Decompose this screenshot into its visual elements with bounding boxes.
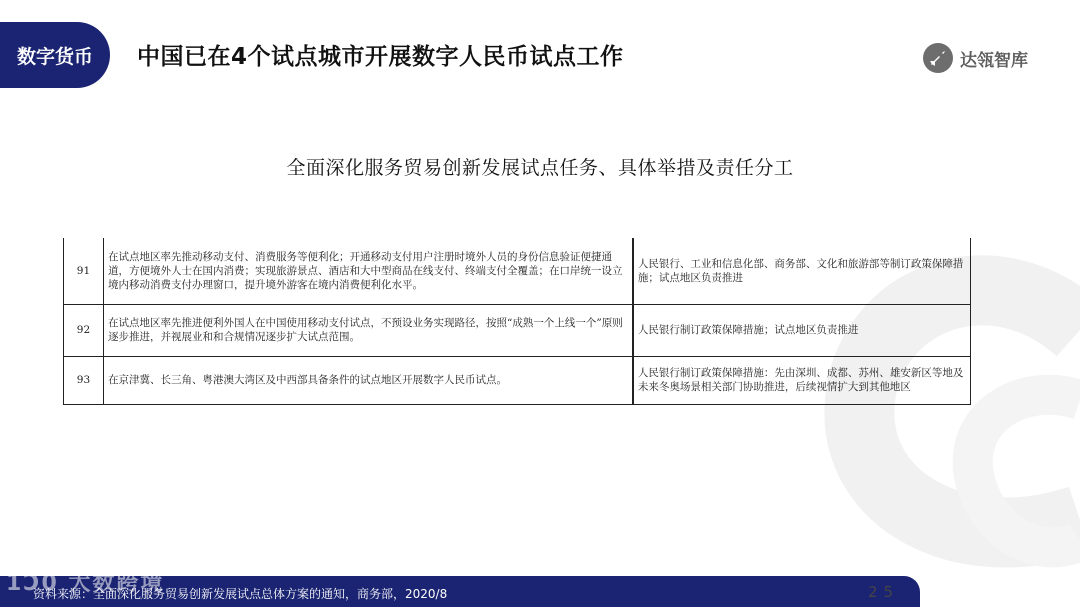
responsibility: 人民银行、工业和信息化部、商务部、文化和旅游部等制订政策保障措施；试点地区负责推进 [633, 238, 971, 304]
responsibility: 人民银行制订政策保障措施；试点地区负责推进 [633, 304, 971, 356]
document-title: 全面深化服务贸易创新发展试点任务、具体举措及责任分工 [286, 157, 794, 179]
page-number: 25 [868, 583, 900, 601]
row-number: 92 [64, 304, 104, 356]
section-tag: 数字货币 [0, 22, 110, 88]
source-note: 资料来源：全面深化服务贸易创新发展试点总体方案的通知，商务部，2020/8 [33, 587, 448, 601]
responsibility: 人民银行制订政策保障措施：先由深圳、成都、苏州、雄安新区等地及未来冬奥场景相关部门协助推进，后续视情扩大到其他地区 [633, 356, 971, 404]
watermark: 1Ɔ0 大数跨境 [6, 571, 165, 596]
table-row [64, 356, 971, 404]
measure-description: 在试点地区率先推进便利外国人在中国使用移动支付试点，不预设业务实现路径，按照“成熟一个上线一个”原则逐步推进，并视展业和和合规情况逐步扩大试点范围。 [103, 304, 632, 356]
brand [922, 42, 1028, 74]
measures-table [63, 238, 971, 405]
brand-name: 达瓴智库 [960, 50, 1028, 71]
table-row [64, 304, 971, 356]
measure-description: 在试点地区率先推动移动支付、消费服务等便利化；开通移动支付用户注册时境外人员的身份信息验证便捷通道，方便境外人士在国内消费；实现旅游景点、酒店和大中型商品在线支付、终端支付全覆盖；在口岸统一设立境内移动消费支付办理窗口，提升境外游客在境内消费便利化水平。 [103, 238, 632, 304]
row-number: 93 [64, 356, 104, 404]
table-row [64, 238, 971, 304]
page-title: 中国已在4个试点城市开展数字人民币试点工作 [137, 44, 624, 70]
rocket-logo-icon [922, 42, 954, 74]
row-number: 91 [64, 238, 104, 304]
measure-description: 在京津冀、长三角、粤港澳大湾区及中西部具备条件的试点地区开展数字人民币试点。 [103, 356, 632, 404]
